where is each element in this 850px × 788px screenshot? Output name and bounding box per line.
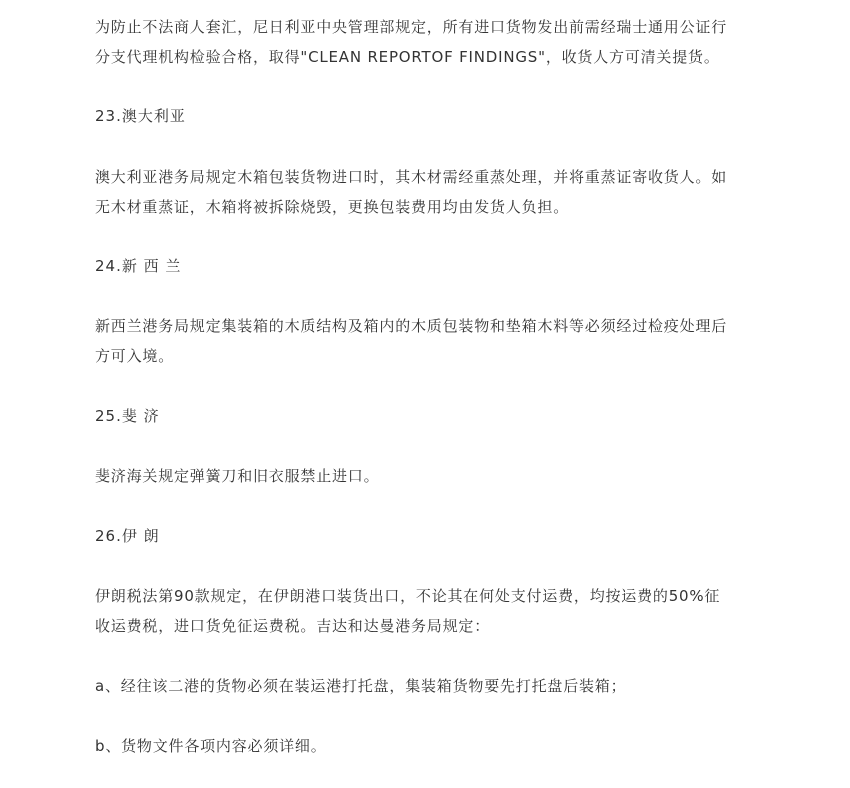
paragraph-line: 无木材重蒸证，木箱将被拆除烧毁，更换包装费用均由发货人负担。	[95, 198, 570, 216]
paragraph-line: 收运费税，进口货免征运费税。吉达和达曼港务局规定：	[95, 617, 491, 635]
paragraph-line: 为防止不法商人套汇，尼日利亚中央管理部规定，所有进口货物发出前需经瑞士通用公证行	[95, 18, 728, 36]
section-heading-fiji: 25.斐 济	[95, 407, 160, 425]
paragraph-line: 澳大利亚港务局规定木箱包装货物进口时，其木材需经重蒸处理，并将重蒸证寄收货人。如	[95, 168, 728, 186]
list-item-b: b、货物文件各项内容必须详细。	[95, 737, 327, 755]
australia-paragraph	[95, 162, 755, 222]
section-heading-iran: 26.伊 朗	[95, 527, 160, 545]
list-item-a: a、经往该二港的货物必须在装运港打托盘，集装箱货物要先打托盘后装箱；	[95, 677, 627, 695]
iran-paragraph	[95, 581, 755, 641]
section-heading-australia: 23.澳大利亚	[95, 107, 186, 125]
paragraph-line: 新西兰港务局规定集装箱的木质结构及箱内的木质包装物和垫箱木料等必须经过检疫处理后	[95, 317, 728, 335]
fiji-paragraph: 斐济海关规定弹簧刀和旧衣服禁止进口。	[95, 467, 380, 485]
nigeria-paragraph	[95, 12, 755, 72]
paragraph-line: 分支代理机构检验合格，取得"CLEAN REPORTOF FINDINGS"，收货人方可清关提货。	[95, 48, 720, 66]
section-heading-new-zealand: 24.新 西 兰	[95, 257, 182, 275]
paragraph-line: 方可入境。	[95, 347, 175, 365]
paragraph-line: 伊朗税法第90款规定，在伊朗港口装货出口，不论其在何处支付运费，均按运费的50%征	[95, 587, 721, 605]
new-zealand-paragraph	[95, 311, 755, 371]
